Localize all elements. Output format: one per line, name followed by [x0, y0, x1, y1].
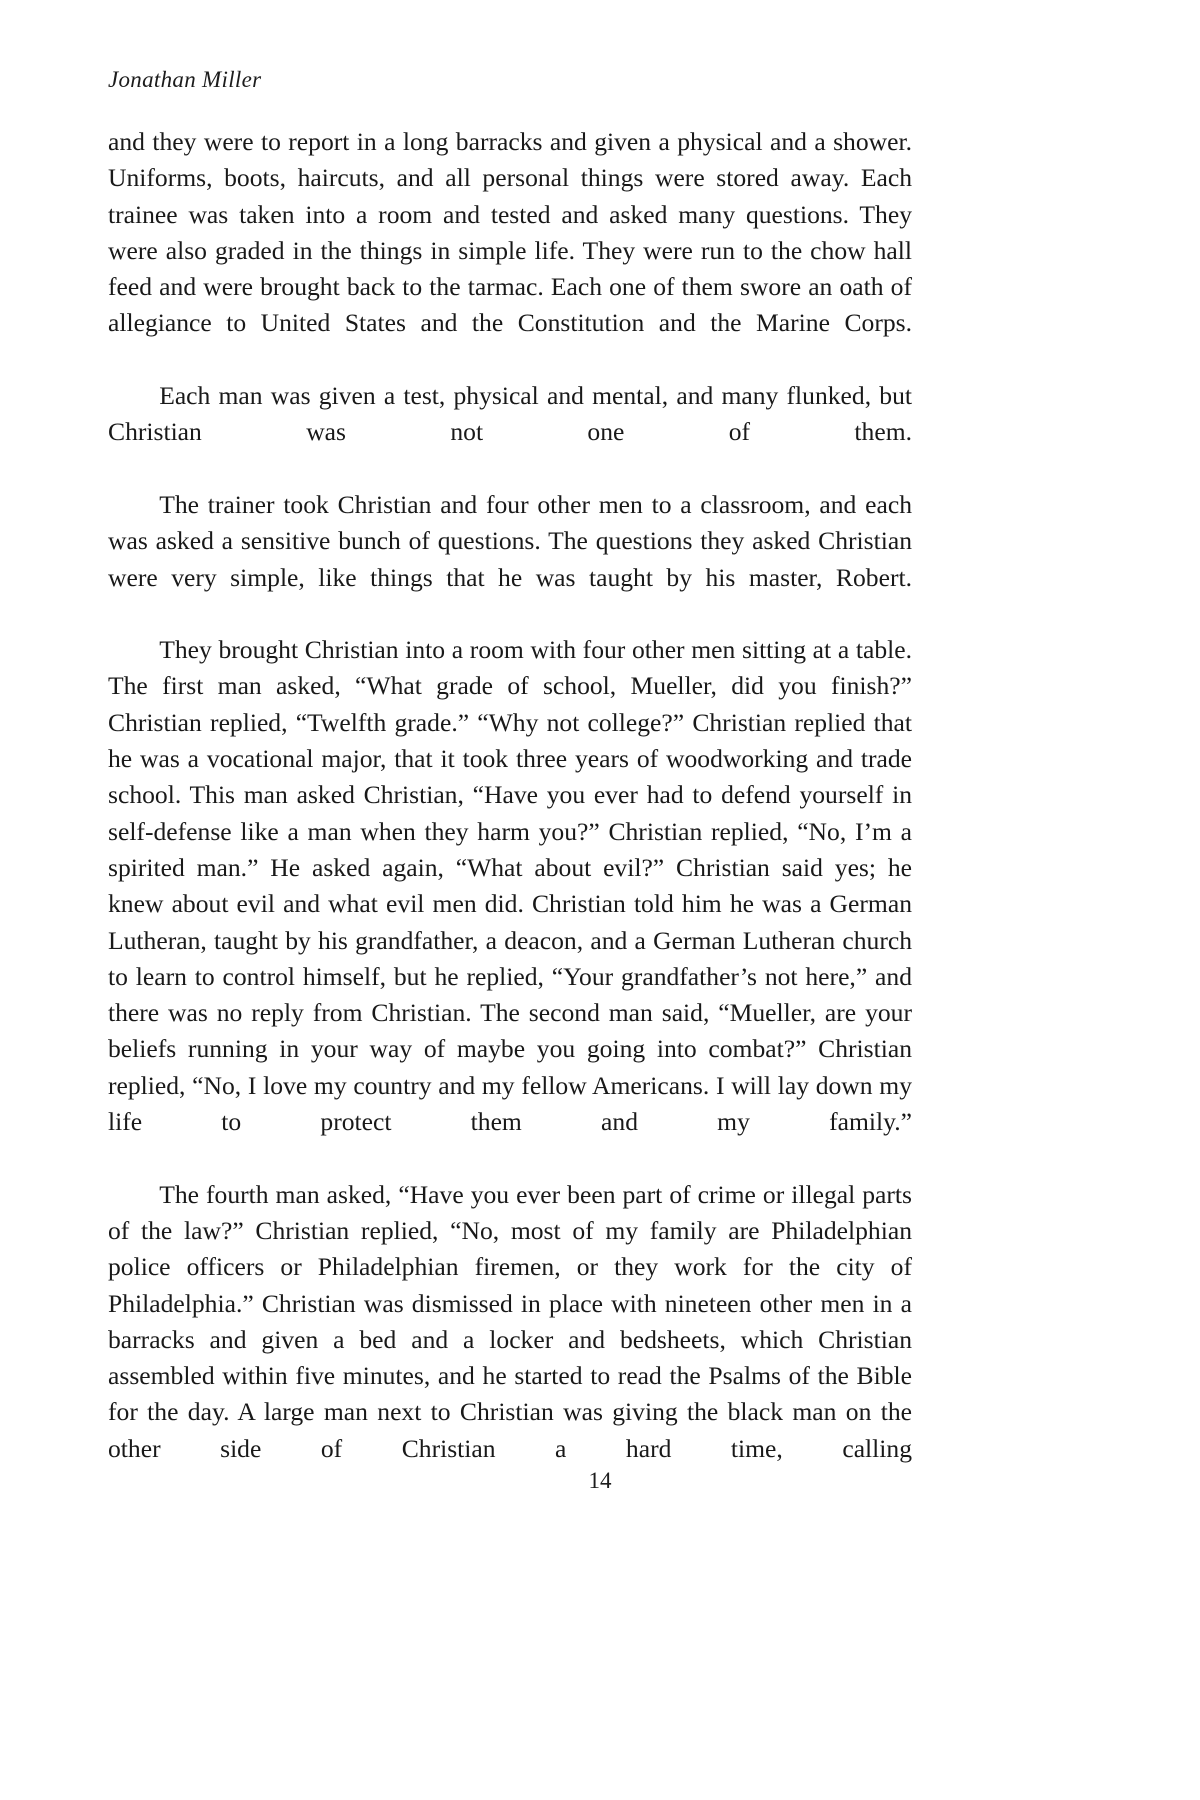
- paragraph: They brought Christian into a room with four other men sitting at a table. The first man asked, “What grade of school, Mueller, did you finish?” Christian replied, “Twelfth grade.” “Why not college?” Christian replied that he was a vocational major, that it took three years of woodworking and trade school. This man asked Christian, “Have you ever had to defend yourself in self-defense like a man when they harm you?” Christian replied, “No, I’m a spirited man.” He asked again, “What about evil?” Christian said yes; he knew about evil and what evil men did. Christian told him he was a German Lutheran, taught by his grandfather, a deacon, and a German Lutheran church to learn to control himself, but he replied, “Your grandfather’s not here,” and there was no reply from Christian. The second man said, “Mueller, are your beliefs running in your way of maybe you going into combat?” Christian replied, “No, I love my country and my fellow Americans. I will lay down my life to protect them and my family.”: [108, 635, 912, 1137]
- paragraph: The fourth man asked, “Have you ever been part of crime or illegal parts of the law?” Christian replied, “No, most of my family are Philadelphian police officers or Philadelphian firemen, or they work for the city of Philadelphia.” Christian was dismissed in place with nineteen other men in a barracks and given a bed and a locker and bedsheets, which Christian assembled within five minutes, and he started to read the Psalms of the Bible for the day. A large man next to Christian was giving the black man on the other side of Christian a hard time, calling: [108, 1179, 912, 1463]
- paragraph: and they were to report in a long barracks and given a physical and a shower. Uniforms, boots, haircuts, and all personal things were stored away. Each trainee was taken into a room and tested and asked many questions. They were also graded in the things in simple life. They were run to the chow hall feed and were brought back to the tarmac. Each one of them swore an oath of allegiance to United States and the Constitution and the Marine Corps.: [108, 127, 912, 338]
- paragraph: The trainer took Christian and four other men to a classroom, and each was asked a sensitive bunch of questions. The questions they asked Christian were very simple, like things that he was taught by his master, Robert.: [108, 489, 912, 592]
- page-number: 14: [588, 1468, 612, 1493]
- running-head: Jonathan Miller: [108, 67, 262, 92]
- paragraph: Each man was given a test, physical and mental, and many flunked, but Christian was not one of them.: [108, 381, 912, 447]
- body-text-block: [108, 124, 912, 1503]
